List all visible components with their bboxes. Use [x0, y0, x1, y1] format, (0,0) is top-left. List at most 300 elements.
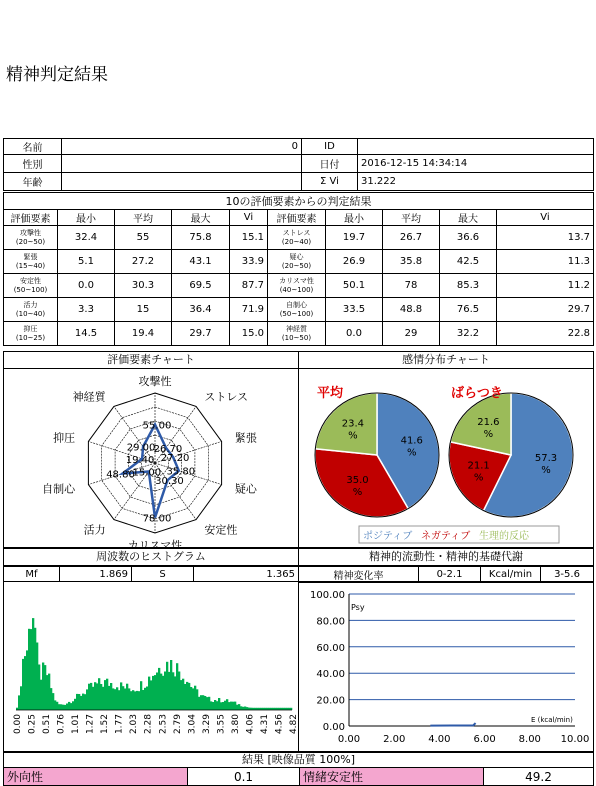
flow-y-tick: 40.00: [316, 669, 345, 681]
histogram-panel: [3, 581, 299, 752]
histogram-bar: [82, 694, 84, 710]
histogram-bar: [224, 701, 226, 710]
histogram-bar: [238, 704, 240, 710]
s-label: S: [132, 567, 194, 582]
histogram-tick-label: 2.53: [158, 714, 169, 735]
factor-range: (10~50): [281, 333, 312, 342]
radar-axis-label: 自制心: [42, 482, 76, 496]
judge-col-header: 最小: [58, 210, 115, 226]
gender-value: [62, 155, 302, 173]
histogram-bar: [162, 676, 164, 710]
judge-factor-label: [4, 274, 58, 298]
radar-panel: [3, 368, 299, 548]
factor-range: (50~100): [279, 309, 314, 318]
histogram-bar: [88, 684, 90, 710]
judge-col-header: 平均: [115, 210, 172, 226]
judge-cell: 19.7: [326, 226, 383, 250]
histogram-bar: [114, 689, 116, 710]
histogram-bar: [68, 702, 70, 710]
radar-value-label: 48.80: [106, 469, 135, 481]
histogram-bar: [170, 660, 172, 710]
histogram-bar: [56, 702, 58, 710]
judge-cell: 36.6: [440, 226, 497, 250]
histogram-bar: [186, 682, 188, 710]
flow-chart: [299, 582, 593, 751]
histogram-bar: [120, 682, 122, 710]
flow-panel: [298, 581, 594, 752]
histogram-bar: [38, 665, 40, 711]
histogram-bar: [180, 680, 182, 710]
radar-axis-label: 活力: [83, 523, 106, 537]
flow-y-label: Psy: [351, 603, 365, 612]
judge-factor-label: [268, 226, 326, 250]
histogram-bar: [218, 698, 220, 710]
histogram-bar: [46, 675, 48, 710]
judge-cell: 11.3: [497, 250, 594, 274]
mf-value: 1.869: [60, 567, 132, 582]
judge-cell: 29.7: [172, 322, 230, 346]
judge-cell: 48.8: [383, 298, 440, 322]
radar-value-label: 78.00: [142, 513, 172, 525]
histogram-bar: [110, 683, 112, 710]
judge-cell: 29.7: [497, 298, 594, 322]
factor-name: 神経質: [286, 324, 307, 333]
histogram-bar: [130, 691, 132, 710]
histogram-bar: [152, 676, 154, 710]
judge-cell: 75.8: [172, 226, 230, 250]
histogram-bar: [26, 650, 28, 710]
pie-title: ばらつき: [451, 386, 503, 401]
histogram-bar: [42, 663, 44, 711]
judge-cell: 26.9: [326, 250, 383, 274]
histogram-bar: [208, 697, 210, 710]
histogram-tick-label: 1.27: [85, 714, 96, 735]
histogram-bar: [54, 700, 56, 710]
histogram-bar: [158, 668, 160, 710]
histogram-bar: [102, 687, 104, 710]
histogram-tick-label: 2.79: [172, 714, 183, 735]
id-label: ID: [302, 139, 358, 155]
evi-label: Σ Vi: [302, 173, 358, 191]
histogram-bar: [230, 702, 232, 710]
histogram-bar: [236, 705, 238, 710]
histogram-bar: [86, 689, 88, 710]
histogram-bar: [58, 704, 60, 710]
judge-cell: 85.3: [440, 274, 497, 298]
judge-cell: 29: [383, 322, 440, 346]
result-table: [3, 767, 594, 786]
histogram-bar: [200, 695, 202, 710]
factor-range: (20~50): [281, 261, 312, 270]
date-label: 日付: [302, 155, 358, 173]
histogram-bar: [246, 707, 248, 710]
histogram-bar: [64, 705, 66, 710]
histogram-bar: [28, 629, 30, 710]
radar-axis-label: ストレス: [204, 390, 249, 404]
pie-slice-label: 21.6 %: [477, 417, 500, 441]
flow-x-tick: 6.00: [473, 734, 496, 745]
radar-axis-label: 神経質: [72, 390, 106, 404]
histogram-bar: [220, 702, 222, 710]
histogram-bar: [20, 686, 22, 710]
flow-x-tick: 10.00: [560, 734, 590, 745]
factor-range: (10~40): [15, 309, 46, 318]
pie-legend: [359, 526, 559, 543]
name-label: 名前: [4, 139, 62, 155]
histogram-bar: [204, 696, 206, 710]
evi-value: 31.222: [358, 173, 594, 191]
histogram-bar: [138, 691, 140, 710]
histogram-bar: [222, 702, 224, 710]
histogram-bar: [160, 674, 162, 710]
histogram-bar: [172, 672, 174, 710]
histogram-bar: [18, 695, 20, 710]
histogram-bar: [24, 656, 26, 710]
histogram-bar: [128, 688, 130, 710]
pie-title: 平均: [317, 386, 344, 401]
id-value: [358, 139, 594, 155]
factor-range: (40~100): [279, 285, 314, 294]
judge-row: [4, 226, 594, 250]
histogram-bar: [62, 705, 64, 710]
histogram-bar: [50, 688, 52, 710]
radar-axis-label: 安定性: [204, 523, 238, 537]
judge-factor-label: [268, 298, 326, 322]
histogram-bar: [112, 688, 114, 710]
histogram-bar: [140, 681, 142, 710]
judge-col-header: 最大: [440, 210, 497, 226]
pie-charts: [299, 369, 593, 547]
histogram-tick-label: 4.06: [245, 714, 256, 735]
histogram-bar: [198, 697, 200, 710]
judge-col-header: 最小: [326, 210, 383, 226]
date-value: 2016-12-15 14:34:14: [358, 155, 594, 173]
histogram-bar: [118, 690, 120, 710]
judge-cell: 36.4: [172, 298, 230, 322]
factor-name: 攻撃性: [20, 228, 41, 237]
judge-cell: 0.0: [326, 322, 383, 346]
histogram-tick-label: 1.01: [71, 714, 82, 735]
histogram-bar: [228, 702, 230, 710]
judge-row: [4, 298, 594, 322]
page-title: 精神判定結果: [6, 65, 108, 85]
histogram-bar: [144, 688, 146, 710]
histogram-bar: [66, 704, 68, 711]
histogram-tick-label: 4.31: [259, 714, 270, 735]
histogram-bar: [202, 695, 204, 710]
judge-col-header: Vi: [230, 210, 268, 226]
judge-cell: 69.5: [172, 274, 230, 298]
flow-y-tick: 100.00: [310, 590, 345, 601]
histogram-bar: [60, 704, 62, 710]
extroversion-label: 外向性: [4, 768, 188, 786]
gender-label: 性別: [4, 155, 62, 173]
radar-axis-label: 緊張: [234, 431, 257, 445]
judge-cell: 87.7: [230, 274, 268, 298]
histogram-bar: [98, 678, 100, 710]
histogram-bar: [192, 688, 194, 710]
judge-factor-label: [4, 298, 58, 322]
judge-col-header: Vi: [497, 210, 594, 226]
radar-axis-label: 攻撃性: [138, 375, 172, 388]
judge-cell: 5.1: [58, 250, 115, 274]
histogram-bar: [206, 697, 208, 710]
flow-y-tick: 20.00: [316, 695, 345, 707]
factor-name: 抑圧: [23, 324, 38, 333]
radar-axis-label: カリスマ性: [127, 539, 183, 547]
histogram-bar: [94, 682, 96, 710]
histogram-tick-label: 0.76: [56, 714, 67, 735]
judge-cell: 71.9: [230, 298, 268, 322]
histogram-bar: [196, 689, 198, 710]
histogram-bar: [178, 672, 180, 711]
factor-range: (20~40): [281, 237, 312, 246]
pie-slice-label: 41.6 %: [400, 435, 423, 459]
histogram-bar: [84, 694, 86, 710]
histogram-tick-label: 1.77: [114, 714, 125, 735]
result-heading: 結果 [映像品質 100%]: [3, 752, 594, 768]
factor-range: (50~100): [13, 285, 48, 294]
histogram-bar: [100, 684, 102, 710]
radar-chart: [4, 369, 298, 547]
histogram-bar: [22, 659, 24, 710]
histogram-bar: [124, 689, 126, 711]
judge-factor-label: [4, 322, 58, 346]
histogram-tick-label: 3.04: [187, 714, 198, 735]
s-value: 1.365: [194, 567, 299, 582]
histogram-bar: [36, 643, 38, 711]
histogram-bar: [126, 684, 128, 710]
histogram-tick-label: 4.56: [274, 714, 285, 735]
factor-range: (20~50): [15, 237, 46, 246]
rate-range: 0-2.1: [419, 567, 481, 583]
histogram-bar: [148, 677, 150, 710]
histogram-tick-label: 0.51: [42, 714, 53, 735]
histogram-tick-label: 3.55: [216, 714, 227, 735]
judge-cell: 0.0: [58, 274, 115, 298]
judge-col-header: 評価要素: [4, 210, 58, 226]
histogram-bar: [184, 684, 186, 710]
factor-range: (15~40): [15, 261, 46, 270]
radar-value-label: 27.20: [160, 453, 190, 465]
judge-cell: 15.0: [230, 322, 268, 346]
histogram-tick-label: 3.29: [201, 714, 212, 735]
histogram-bar: [146, 687, 148, 711]
histogram-bar: [212, 702, 214, 710]
histogram-bar: [168, 672, 170, 710]
name-value: 0: [62, 139, 302, 155]
histogram-bar: [44, 665, 46, 710]
judge-col-header: 平均: [383, 210, 440, 226]
flow-x-label: E (kcal/min): [531, 716, 573, 724]
histogram-bar: [188, 683, 190, 710]
histogram-bar: [104, 680, 106, 710]
radar-value-label: 35.80: [166, 466, 196, 478]
histogram-tick-label: 0.00: [13, 714, 23, 735]
factor-name: カリスマ性: [279, 276, 314, 285]
histogram-bar: [226, 699, 228, 710]
judge-cell: 43.1: [172, 250, 230, 274]
judge-heading: 10の評価要素からの判定結果: [4, 193, 594, 210]
histogram-bar: [194, 686, 196, 710]
histogram-bar: [34, 628, 36, 710]
judge-cell: 33.5: [326, 298, 383, 322]
judge-cell: 42.5: [440, 250, 497, 274]
radar-value-label: 19.40: [125, 454, 155, 466]
histogram-bar: [52, 693, 54, 710]
histogram-bar: [30, 629, 32, 710]
flow-y-tick: 60.00: [316, 642, 345, 654]
radar-axis-label: 疑心: [234, 482, 257, 496]
judge-cell: 32.4: [58, 226, 115, 250]
histogram-tick-label: 1.52: [100, 714, 111, 735]
histogram-bar: [232, 702, 234, 710]
histogram-bar: [210, 701, 212, 710]
histogram-bar: [134, 691, 136, 710]
histogram-tick-label: 3.80: [230, 714, 241, 735]
info-table: [3, 138, 594, 191]
judge-cell: 30.3: [115, 274, 172, 298]
judge-cell: 32.2: [440, 322, 497, 346]
judge-factor-label: [4, 250, 58, 274]
factor-name: 安定性: [20, 276, 41, 285]
judge-cell: 19.4: [115, 322, 172, 346]
pie-heading: 感情分布チャート: [298, 351, 594, 369]
judge-row: [4, 322, 594, 346]
pie-slice-label: 35.0 %: [346, 475, 369, 499]
flow-x-tick: 0.00: [337, 734, 361, 745]
radar-value-label: 30.30: [155, 476, 184, 488]
judge-cell: 11.2: [497, 274, 594, 298]
histogram-bar: [154, 675, 156, 710]
histogram-tick-label: 2.03: [129, 714, 140, 735]
radar-value-label: 55.00: [142, 420, 172, 432]
pie-legend-item: ネガティブ: [421, 531, 471, 542]
histogram-bar: [234, 702, 236, 710]
histogram-tick-label: 0.25: [27, 714, 38, 735]
radar-axis-label: 抑圧: [53, 431, 76, 445]
factor-name: 疑心: [289, 252, 304, 261]
histogram-bar: [48, 674, 50, 710]
histogram-bar: [70, 703, 72, 710]
extroversion-value: 0.1: [188, 768, 300, 786]
factor-name: 活力: [23, 300, 38, 309]
histogram-bar: [132, 690, 134, 710]
factor-name: ストレス: [282, 228, 311, 237]
histogram-bar: [166, 662, 168, 710]
pie-legend-item: ポジティブ: [363, 531, 413, 542]
judge-row: [4, 274, 594, 298]
pie-slice-label: 57.3 %: [534, 453, 558, 477]
flow-y-tick: 80.00: [316, 616, 345, 628]
emotional-stability-value: 49.2: [484, 768, 594, 786]
judge-col-header: 評価要素: [268, 210, 326, 226]
histogram-bar: [150, 680, 152, 710]
histogram-bar: [214, 700, 216, 710]
histogram-bar: [182, 679, 184, 710]
pie-slice-label: 21.1 %: [467, 460, 490, 484]
judge-factor-label: [268, 274, 326, 298]
emotional-stability-label: 情緒安定性: [300, 768, 484, 786]
histogram-bar: [190, 687, 192, 710]
histogram-bar: [174, 676, 176, 710]
histogram-heading: 周波数のヒストグラム: [3, 548, 299, 566]
histogram-bar: [122, 686, 124, 710]
flow-y-tick: 0.00: [322, 722, 345, 733]
judge-cell: 3.3: [58, 298, 115, 322]
judge-row: [4, 250, 594, 274]
histogram-bar: [90, 683, 92, 710]
judge-cell: 14.5: [58, 322, 115, 346]
rate-label: 精神変化率: [299, 567, 419, 583]
histogram-bar: [164, 672, 166, 711]
age-label: 年齢: [4, 173, 62, 191]
factor-range: (10~25): [15, 333, 46, 342]
histogram-bar: [106, 679, 108, 710]
judge-cell: 78: [383, 274, 440, 298]
flow-heading: 精神的流動性・精神的基礎代謝: [298, 548, 594, 566]
flow-series: [430, 723, 475, 726]
histogram-bar: [244, 707, 246, 711]
radar-value-label: 26.70: [153, 443, 183, 455]
radar-value-label: 29.00: [126, 442, 156, 454]
flow-x-tick: 8.00: [518, 734, 541, 745]
histogram-bar: [242, 707, 244, 710]
histogram-bar: [136, 691, 138, 710]
judge-factor-label: [268, 322, 326, 346]
histogram-bar: [92, 687, 94, 710]
histogram-tick-label: 2.28: [143, 714, 154, 735]
histogram-bar: [240, 706, 242, 710]
histogram-bar: [40, 680, 42, 710]
age-value: [62, 173, 302, 191]
histogram-bar: [176, 663, 178, 710]
judge-cell: 15: [115, 298, 172, 322]
pie-legend-item: 生理的反応: [479, 531, 529, 542]
judge-cell: 13.7: [497, 226, 594, 250]
histogram-bar: [78, 694, 80, 710]
pie-slice-label: 23.4 %: [341, 418, 365, 442]
judge-table: [3, 192, 594, 346]
radar-value-label: 15.00: [132, 467, 162, 479]
judge-cell: 35.8: [383, 250, 440, 274]
judge-factor-label: [268, 250, 326, 274]
histogram-bar: [76, 694, 78, 710]
histogram-stats: [3, 566, 299, 582]
flow-x-tick: 2.00: [383, 734, 406, 745]
judge-cell: 50.1: [326, 274, 383, 298]
judge-cell: 22.8: [497, 322, 594, 346]
kcal-label: Kcal/min: [481, 567, 541, 583]
flow-x-tick: 4.00: [428, 734, 451, 745]
histogram-bar: [96, 683, 98, 710]
kcal-range: 3-5.6: [541, 567, 594, 583]
histogram-bar: [116, 687, 118, 710]
histogram-bar: [74, 699, 76, 710]
histogram-bar: [80, 696, 82, 710]
histogram-bar: [142, 690, 144, 710]
judge-cell: 55: [115, 226, 172, 250]
judge-col-header: 最大: [172, 210, 230, 226]
factor-name: 自制心: [286, 300, 307, 309]
histogram-bar: [108, 686, 110, 710]
judge-cell: 27.2: [115, 250, 172, 274]
judge-factor-label: [4, 226, 58, 250]
histogram-bar: [216, 701, 218, 710]
judge-cell: 15.1: [230, 226, 268, 250]
histogram-bar: [72, 701, 74, 710]
pie-panel: [298, 368, 594, 548]
